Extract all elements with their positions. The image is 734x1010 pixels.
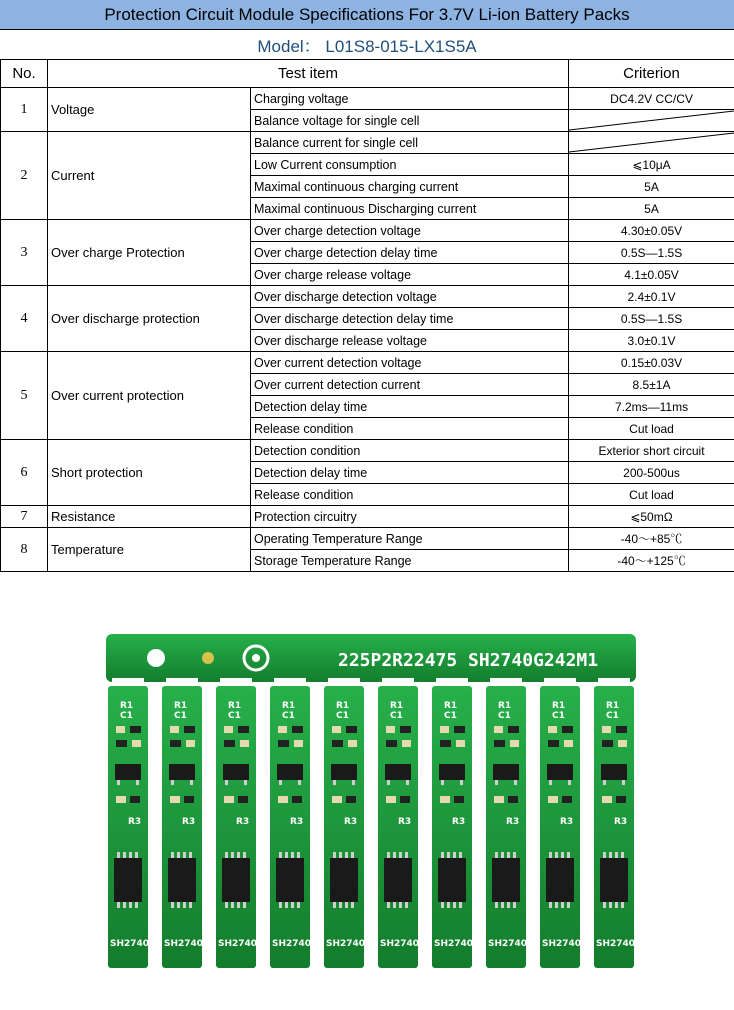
test-item-cell: Balance voltage for single cell	[251, 110, 569, 132]
criterion-cell: DC4.2V CC/CV	[569, 88, 734, 110]
table-row	[1, 220, 734, 242]
board-label-r3: R3	[128, 817, 142, 827]
board-label-c1: C1	[606, 711, 619, 721]
category-cell: Over discharge protection	[48, 286, 251, 352]
mounting-hole-icon	[147, 649, 165, 667]
criterion-cell: Cut load	[569, 484, 734, 506]
test-item-cell: Charging voltage	[251, 88, 569, 110]
pcb-board	[540, 678, 581, 968]
table-row	[1, 440, 734, 462]
header-no: No.	[1, 60, 48, 88]
table-row	[1, 506, 734, 528]
category-cell: Voltage	[48, 88, 251, 132]
board-chip-label: SH2740	[596, 939, 636, 949]
test-item-cell: Over charge detection delay time	[251, 242, 569, 264]
category-cell: Resistance	[48, 506, 251, 528]
criterion-cell: 0.5S—1.5S	[569, 242, 734, 264]
board-chip-label: SH2740	[326, 939, 366, 949]
pcb-board	[162, 678, 203, 968]
board-label-c1: C1	[552, 711, 565, 721]
test-item-cell: Release condition	[251, 484, 569, 506]
board-chip-label: SH2740	[380, 939, 420, 949]
category-cell: Temperature	[48, 528, 251, 572]
test-item-cell: Over discharge detection voltage	[251, 286, 569, 308]
board-label-r1: R1	[606, 701, 620, 711]
row-number: 1	[1, 88, 48, 132]
fiducial-center-icon	[252, 654, 260, 662]
board-label-c1: C1	[120, 711, 133, 721]
test-item-cell: Detection condition	[251, 440, 569, 462]
header-criterion: Criterion	[569, 60, 734, 88]
board-label-r1: R1	[336, 701, 350, 711]
test-item-cell: Over charge detection voltage	[251, 220, 569, 242]
pcb-board	[216, 678, 257, 968]
row-number: 6	[1, 440, 48, 506]
board-label-r3: R3	[344, 817, 358, 827]
pcb-board	[324, 678, 365, 968]
test-item-cell: Over discharge detection delay time	[251, 308, 569, 330]
board-chip-label: SH2740	[164, 939, 204, 949]
criterion-cell: 5A	[569, 198, 734, 220]
criterion-cell: 200-500us	[569, 462, 734, 484]
test-item-cell: Over current detection current	[251, 374, 569, 396]
pcb-board	[378, 678, 419, 968]
board-label-c1: C1	[228, 711, 241, 721]
test-item-cell: Release condition	[251, 418, 569, 440]
test-item-cell: Maximal continuous Discharging current	[251, 198, 569, 220]
table-row	[1, 528, 734, 550]
test-item-cell: Over charge release voltage	[251, 264, 569, 286]
board-label-r3: R3	[398, 817, 412, 827]
criterion-cell: 8.5±1A	[569, 374, 734, 396]
board-label-r1: R1	[444, 701, 458, 711]
row-number: 3	[1, 220, 48, 286]
board-label-c1: C1	[336, 711, 349, 721]
criterion-cell: ⩽10μA	[569, 154, 734, 176]
test-item-cell: Operating Temperature Range	[251, 528, 569, 550]
test-item-cell: Over discharge release voltage	[251, 330, 569, 352]
board-label-r1: R1	[390, 701, 404, 711]
test-item-cell: Protection circuitry	[251, 506, 569, 528]
criterion-cell: 7.2ms—11ms	[569, 396, 734, 418]
board-chip-label: SH2740	[110, 939, 150, 949]
row-number: 4	[1, 286, 48, 352]
table-row	[1, 88, 734, 110]
board-label-r3: R3	[506, 817, 520, 827]
criterion-cell: -40～+125℃	[569, 550, 734, 572]
criterion-cell: Exterior short circuit	[569, 440, 734, 462]
document-title: Protection Circuit Module Specifications For 3.7V Li-ion Battery Packs	[0, 0, 734, 30]
board-label-c1: C1	[444, 711, 457, 721]
criterion-cell: ⩽50mΩ	[569, 506, 734, 528]
board-label-r3: R3	[236, 817, 250, 827]
board-chip-label: SH2740	[272, 939, 312, 949]
table-row	[1, 286, 734, 308]
test-item-cell: Over current detection voltage	[251, 352, 569, 374]
pcb-board	[108, 678, 149, 968]
diagonal-slash-icon	[569, 132, 734, 153]
row-number: 7	[1, 506, 48, 528]
category-cell: Short protection	[48, 440, 251, 506]
board-label-r3: R3	[182, 817, 196, 827]
model-number: Model： L01S8-015-LX1S5A	[0, 30, 734, 60]
criterion-cell: 2.4±0.1V	[569, 286, 734, 308]
test-item-cell: Balance current for single cell	[251, 132, 569, 154]
category-cell: Over current protection	[48, 352, 251, 440]
pcb-board	[270, 678, 311, 968]
row-number: 5	[1, 352, 48, 440]
board-label-r1: R1	[120, 701, 134, 711]
board-label-r1: R1	[282, 701, 296, 711]
board-label-c1: C1	[282, 711, 295, 721]
criterion-cell: 0.5S—1.5S	[569, 308, 734, 330]
board-label-c1: C1	[498, 711, 511, 721]
board-label-r3: R3	[290, 817, 304, 827]
criterion-empty-cell	[569, 132, 734, 154]
row-number: 2	[1, 132, 48, 220]
pad-icon	[202, 652, 214, 664]
test-item-cell: Detection delay time	[251, 462, 569, 484]
criterion-empty-cell	[569, 110, 734, 132]
test-item-cell: Maximal continuous charging current	[251, 176, 569, 198]
board-chip-label: SH2740	[434, 939, 474, 949]
board-label-c1: C1	[390, 711, 403, 721]
board-label-r3: R3	[614, 817, 628, 827]
board-label-r1: R1	[174, 701, 188, 711]
board-label-r3: R3	[560, 817, 574, 827]
board-label-r1: R1	[228, 701, 242, 711]
pcb-board	[432, 678, 473, 968]
criterion-cell: -40～+85℃	[569, 528, 734, 550]
spec-table	[0, 59, 734, 572]
criterion-cell: 3.0±0.1V	[569, 330, 734, 352]
diagonal-slash-icon	[569, 110, 734, 131]
board-label-c1: C1	[174, 711, 187, 721]
board-label-r1: R1	[552, 701, 566, 711]
pcb-board	[594, 678, 635, 968]
pcb-board	[486, 678, 527, 968]
test-item-cell: Detection delay time	[251, 396, 569, 418]
category-cell: Over charge Protection	[48, 220, 251, 286]
test-item-cell: Storage Temperature Range	[251, 550, 569, 572]
category-cell: Current	[48, 132, 251, 220]
table-row	[1, 352, 734, 374]
board-label-r3: R3	[452, 817, 466, 827]
table-header-row	[1, 60, 734, 88]
criterion-cell: 5A	[569, 176, 734, 198]
criterion-cell: 0.15±0.03V	[569, 352, 734, 374]
table-row	[1, 132, 734, 154]
row-number: 8	[1, 528, 48, 572]
board-chip-label: SH2740	[542, 939, 582, 949]
board-chip-label: SH2740	[218, 939, 258, 949]
test-item-cell: Low Current consumption	[251, 154, 569, 176]
criterion-cell: 4.30±0.05V	[569, 220, 734, 242]
criterion-cell: Cut load	[569, 418, 734, 440]
board-label-r1: R1	[498, 701, 512, 711]
pcb-product-photo	[96, 628, 648, 970]
panel-text: 225P2R22475 SH2740G242M1	[338, 650, 599, 671]
criterion-cell: 4.1±0.05V	[569, 264, 734, 286]
board-chip-label: SH2740	[488, 939, 528, 949]
header-test-item: Test item	[48, 60, 569, 88]
